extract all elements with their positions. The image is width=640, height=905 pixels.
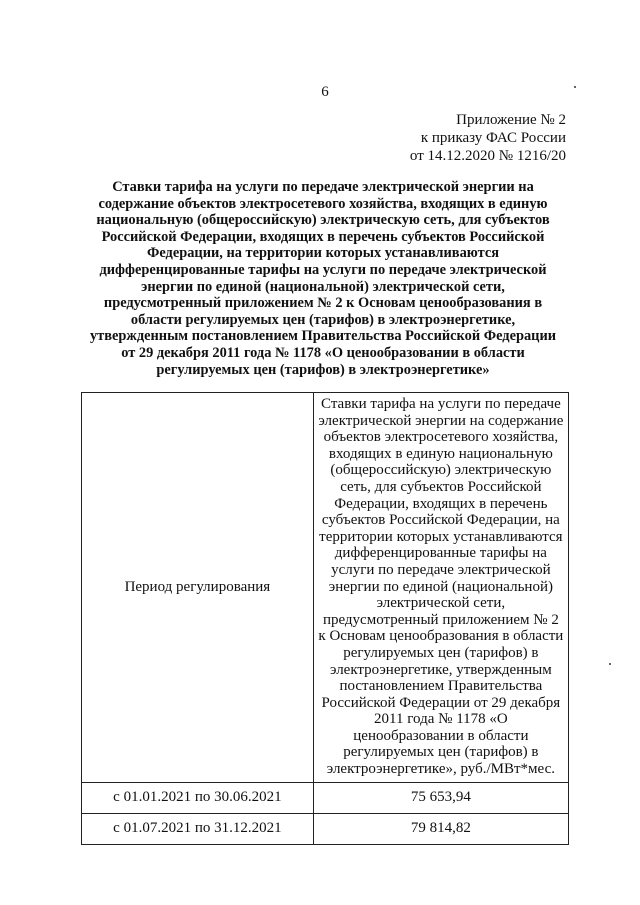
period-cell: с 01.01.2021 по 30.06.2021 (82, 782, 314, 813)
appendix-order-date: от 14.12.2020 № 1216/20 (409, 148, 566, 164)
scan-speck (574, 86, 576, 88)
header-rate-cell: Ставки тарифа на услуги по передаче электрической энергии на содержание объектов электросетевого хозяйства, входящих в единую национальную (общероссийскую) электрическую сеть, для субъектов Российской Федерации, входящих в перечень субъектов Российской Федерации, на территории которых устанавливаются дифференцированные тарифы на услуги по передаче электрической энергии по единой (национальной) электрической сети, предусмотренный приложением № 2 к Основам ценообразования в области регулируемых цен (тарифов) в электроэнергетике, утвержденным постановлением Правительства Российской Федерации от 29 декабря 2011 года № 1178 «О ценообразовании в области регулируемых цен (тарифов) в электроэнергетике», руб./МВт*мес. (313, 393, 568, 783)
scan-speck (609, 663, 611, 665)
rate-cell: 75 653,94 (313, 782, 568, 813)
table-row (82, 813, 569, 844)
page-number: 6 (321, 84, 329, 100)
period-cell: с 01.07.2021 по 31.12.2021 (82, 813, 314, 844)
document-title: Ставки тарифа на услуги по передаче электрической энергии на содержание объектов электросетевого хозяйства, входящих в единую национальную (общероссийскую) электрическую сеть, для субъектов Российской Федерации, входящих в перечень субъектов Российской Федерации, на территории которых устанавливаются дифференцированные тарифы на услуги по передаче электрической энергии по единой (национальной) электрической сети, предусмотренный приложением № 2 к Основам ценообразования в области регулируемых цен (тарифов) в электроэнергетике, утвержденным постановлением Правительства Российской Федерации от 29 декабря 2011 года № 1178 «О ценообразовании в области регулируемых цен (тарифов) в электроэнергетике» (89, 179, 557, 378)
tariff-table (81, 392, 569, 845)
table-row (82, 782, 569, 813)
header-period-cell: Период регулирования (82, 393, 314, 783)
appendix-block (410, 111, 566, 165)
appendix-title: Приложение № 2 (456, 112, 566, 128)
appendix-order-ref: к приказу ФАС России (420, 130, 566, 146)
rate-cell: 79 814,82 (313, 813, 568, 844)
table-header-row (82, 393, 569, 783)
